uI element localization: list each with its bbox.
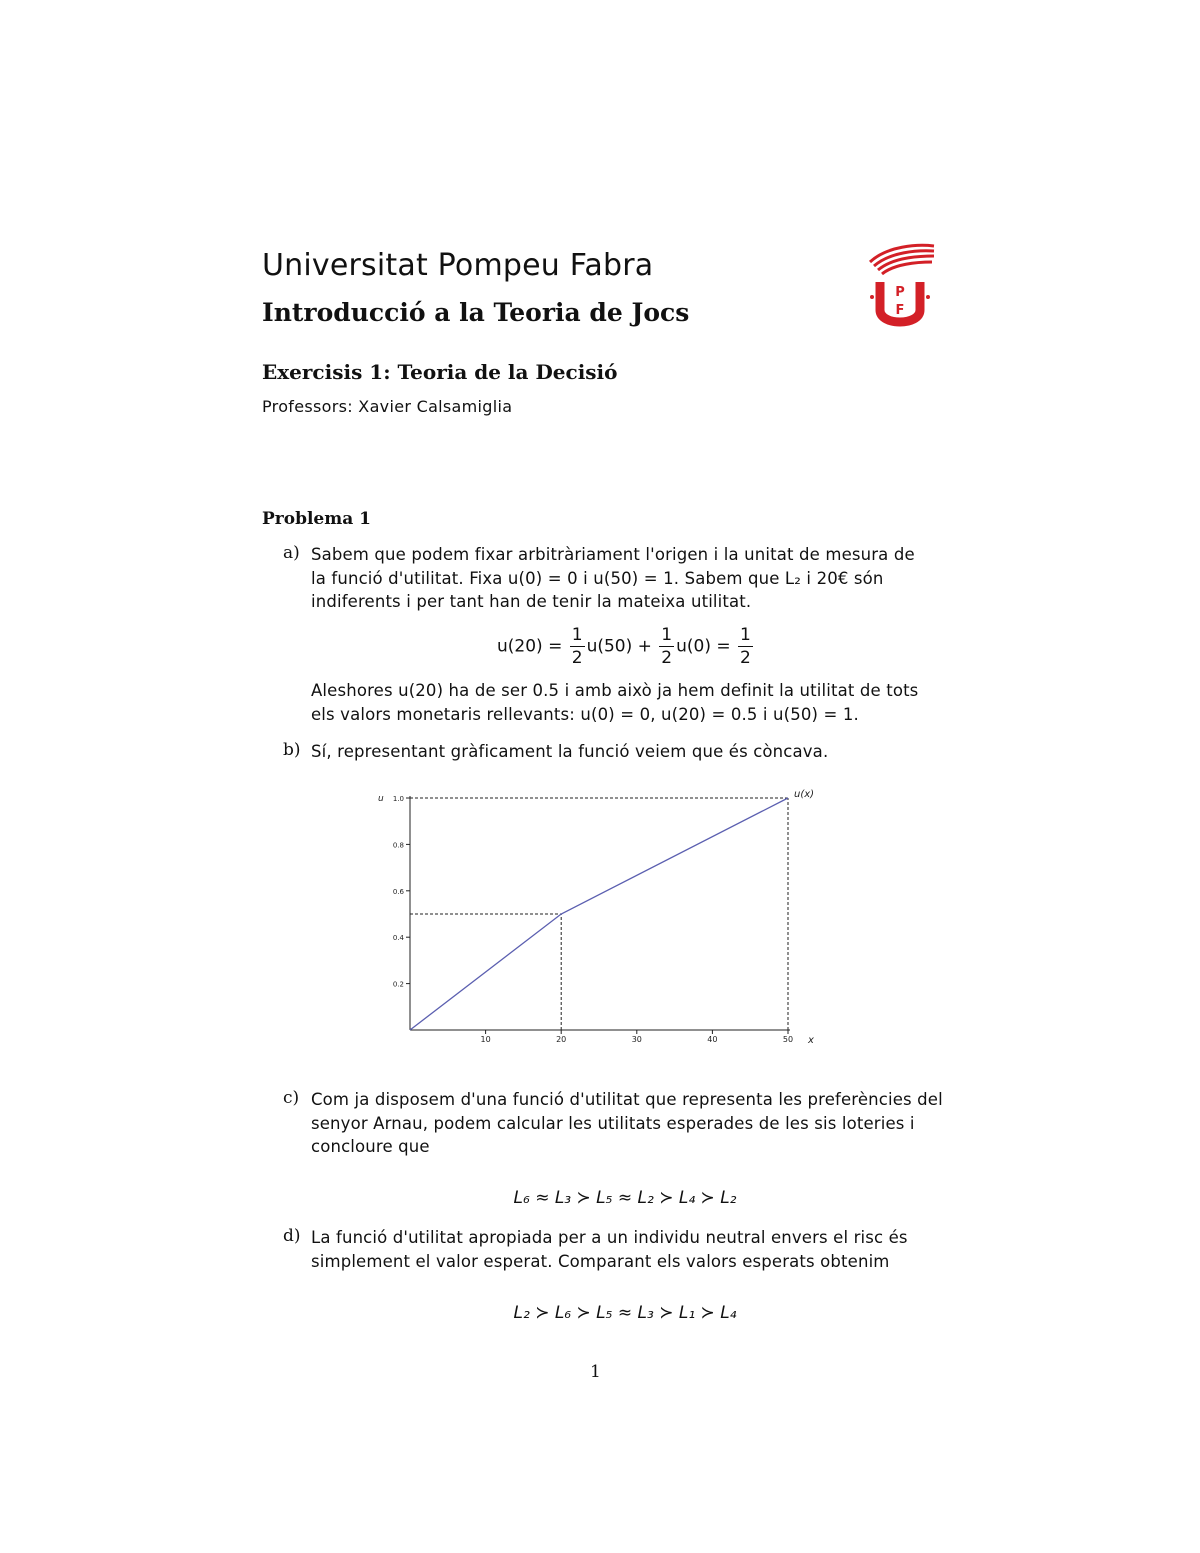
item-a-line: Sabem que podem fixar arbitràriament l'origen i la unitat de mesura de xyxy=(311,545,915,564)
item-a-line: la funció d'utilitat. Fixa u(0) = 0 i u(50) = 1. Sabem que L₂ i 20€ són xyxy=(311,568,884,588)
professors-line: Professors: Xavier Calsamiglia xyxy=(262,397,513,416)
fraction: $\frac{1}{2}$ xyxy=(571,625,583,668)
y-tick-label: 1.0 xyxy=(392,795,404,803)
item-d-label: d) xyxy=(283,1226,301,1246)
upf-logo xyxy=(862,240,940,330)
x-tick-label: 10 xyxy=(480,1035,491,1044)
fraction: $\frac{1}{2}$ xyxy=(661,625,673,668)
utility-chart-svg xyxy=(360,780,840,1050)
y-axis-label: u xyxy=(378,794,384,804)
equation-term1: u(50) + xyxy=(586,636,652,657)
item-d-line: simplement el valor esperat. Comparant els valors esperats obtenim xyxy=(311,1251,890,1271)
y-tick-label: 0.6 xyxy=(392,887,404,896)
item-c-line: senyor Arnau, podem calcular les utilitats esperades de les sis loteries i xyxy=(311,1113,915,1133)
x-tick-label: 20 xyxy=(556,1035,567,1044)
item-c-label: c) xyxy=(283,1088,300,1108)
item-c-text xyxy=(311,1088,943,1159)
equation-term2: u(0) = xyxy=(676,636,731,657)
item-b-text: Sí, representant gràficament la funció veiem que és còncava. xyxy=(311,742,829,761)
equation-lhs: u(20) = xyxy=(497,636,563,657)
item-a-line: indiferents i per tant han de tenir la mateixa utilitat. xyxy=(311,592,752,611)
y-tick-label: 0.8 xyxy=(392,841,404,850)
item-a-after-line: Aleshores u(20) ha de ser 0.5 i amb això ja hem definit la utilitat de tots xyxy=(311,681,919,700)
y-tick-label: 0.2 xyxy=(392,980,404,989)
item-b-label: b) xyxy=(283,740,301,760)
exercise-title: Exercisis 1: Teoria de la Decisió xyxy=(262,360,618,384)
item-d-line: La funció d'utilitat apropiada per a un individu neutral envers el risc és xyxy=(311,1228,908,1247)
item-c-line: Com ja disposem d'una funció d'utilitat que representa les preferències del xyxy=(311,1090,943,1109)
item-d-text xyxy=(311,1226,937,1273)
series-label: u(x) xyxy=(794,789,815,800)
course-title: Introducció a la Teoria de Jocs xyxy=(262,298,690,327)
equation-u20 xyxy=(497,624,755,669)
x-tick-label: 40 xyxy=(707,1035,718,1044)
item-a-text xyxy=(311,543,937,614)
problem-title: Problema 1 xyxy=(262,509,371,529)
item-a-label: a) xyxy=(283,543,300,563)
x-tick-label: 30 xyxy=(631,1035,642,1044)
page-number: 1 xyxy=(590,1362,601,1382)
svg-text:P: P xyxy=(895,285,905,300)
ranking-d: L₂ ≻ L₆ ≻ L₅ ≈ L₃ ≻ L₁ ≻ L₄ xyxy=(513,1303,737,1323)
item-a-after-line: els valors monetaris rellevants: u(0) = 0, u(20) = 0.5 i u(50) = 1. xyxy=(311,704,859,724)
item-c-line: concloure que xyxy=(311,1137,430,1156)
svg-text:F: F xyxy=(895,303,905,318)
university-name: Universitat Pompeu Fabra xyxy=(262,248,654,283)
x-tick-label: 50 xyxy=(782,1035,794,1044)
ranking-c: L₆ ≈ L₃ ≻ L₅ ≈ L₂ ≻ L₄ ≻ L₂ xyxy=(513,1188,737,1208)
utility-chart xyxy=(360,780,840,1050)
x-axis-label: x xyxy=(808,1035,814,1046)
fraction: $\frac{1}{2}$ xyxy=(740,625,751,668)
y-tick-label: 0.4 xyxy=(392,934,404,943)
item-a-after-text xyxy=(311,679,937,726)
